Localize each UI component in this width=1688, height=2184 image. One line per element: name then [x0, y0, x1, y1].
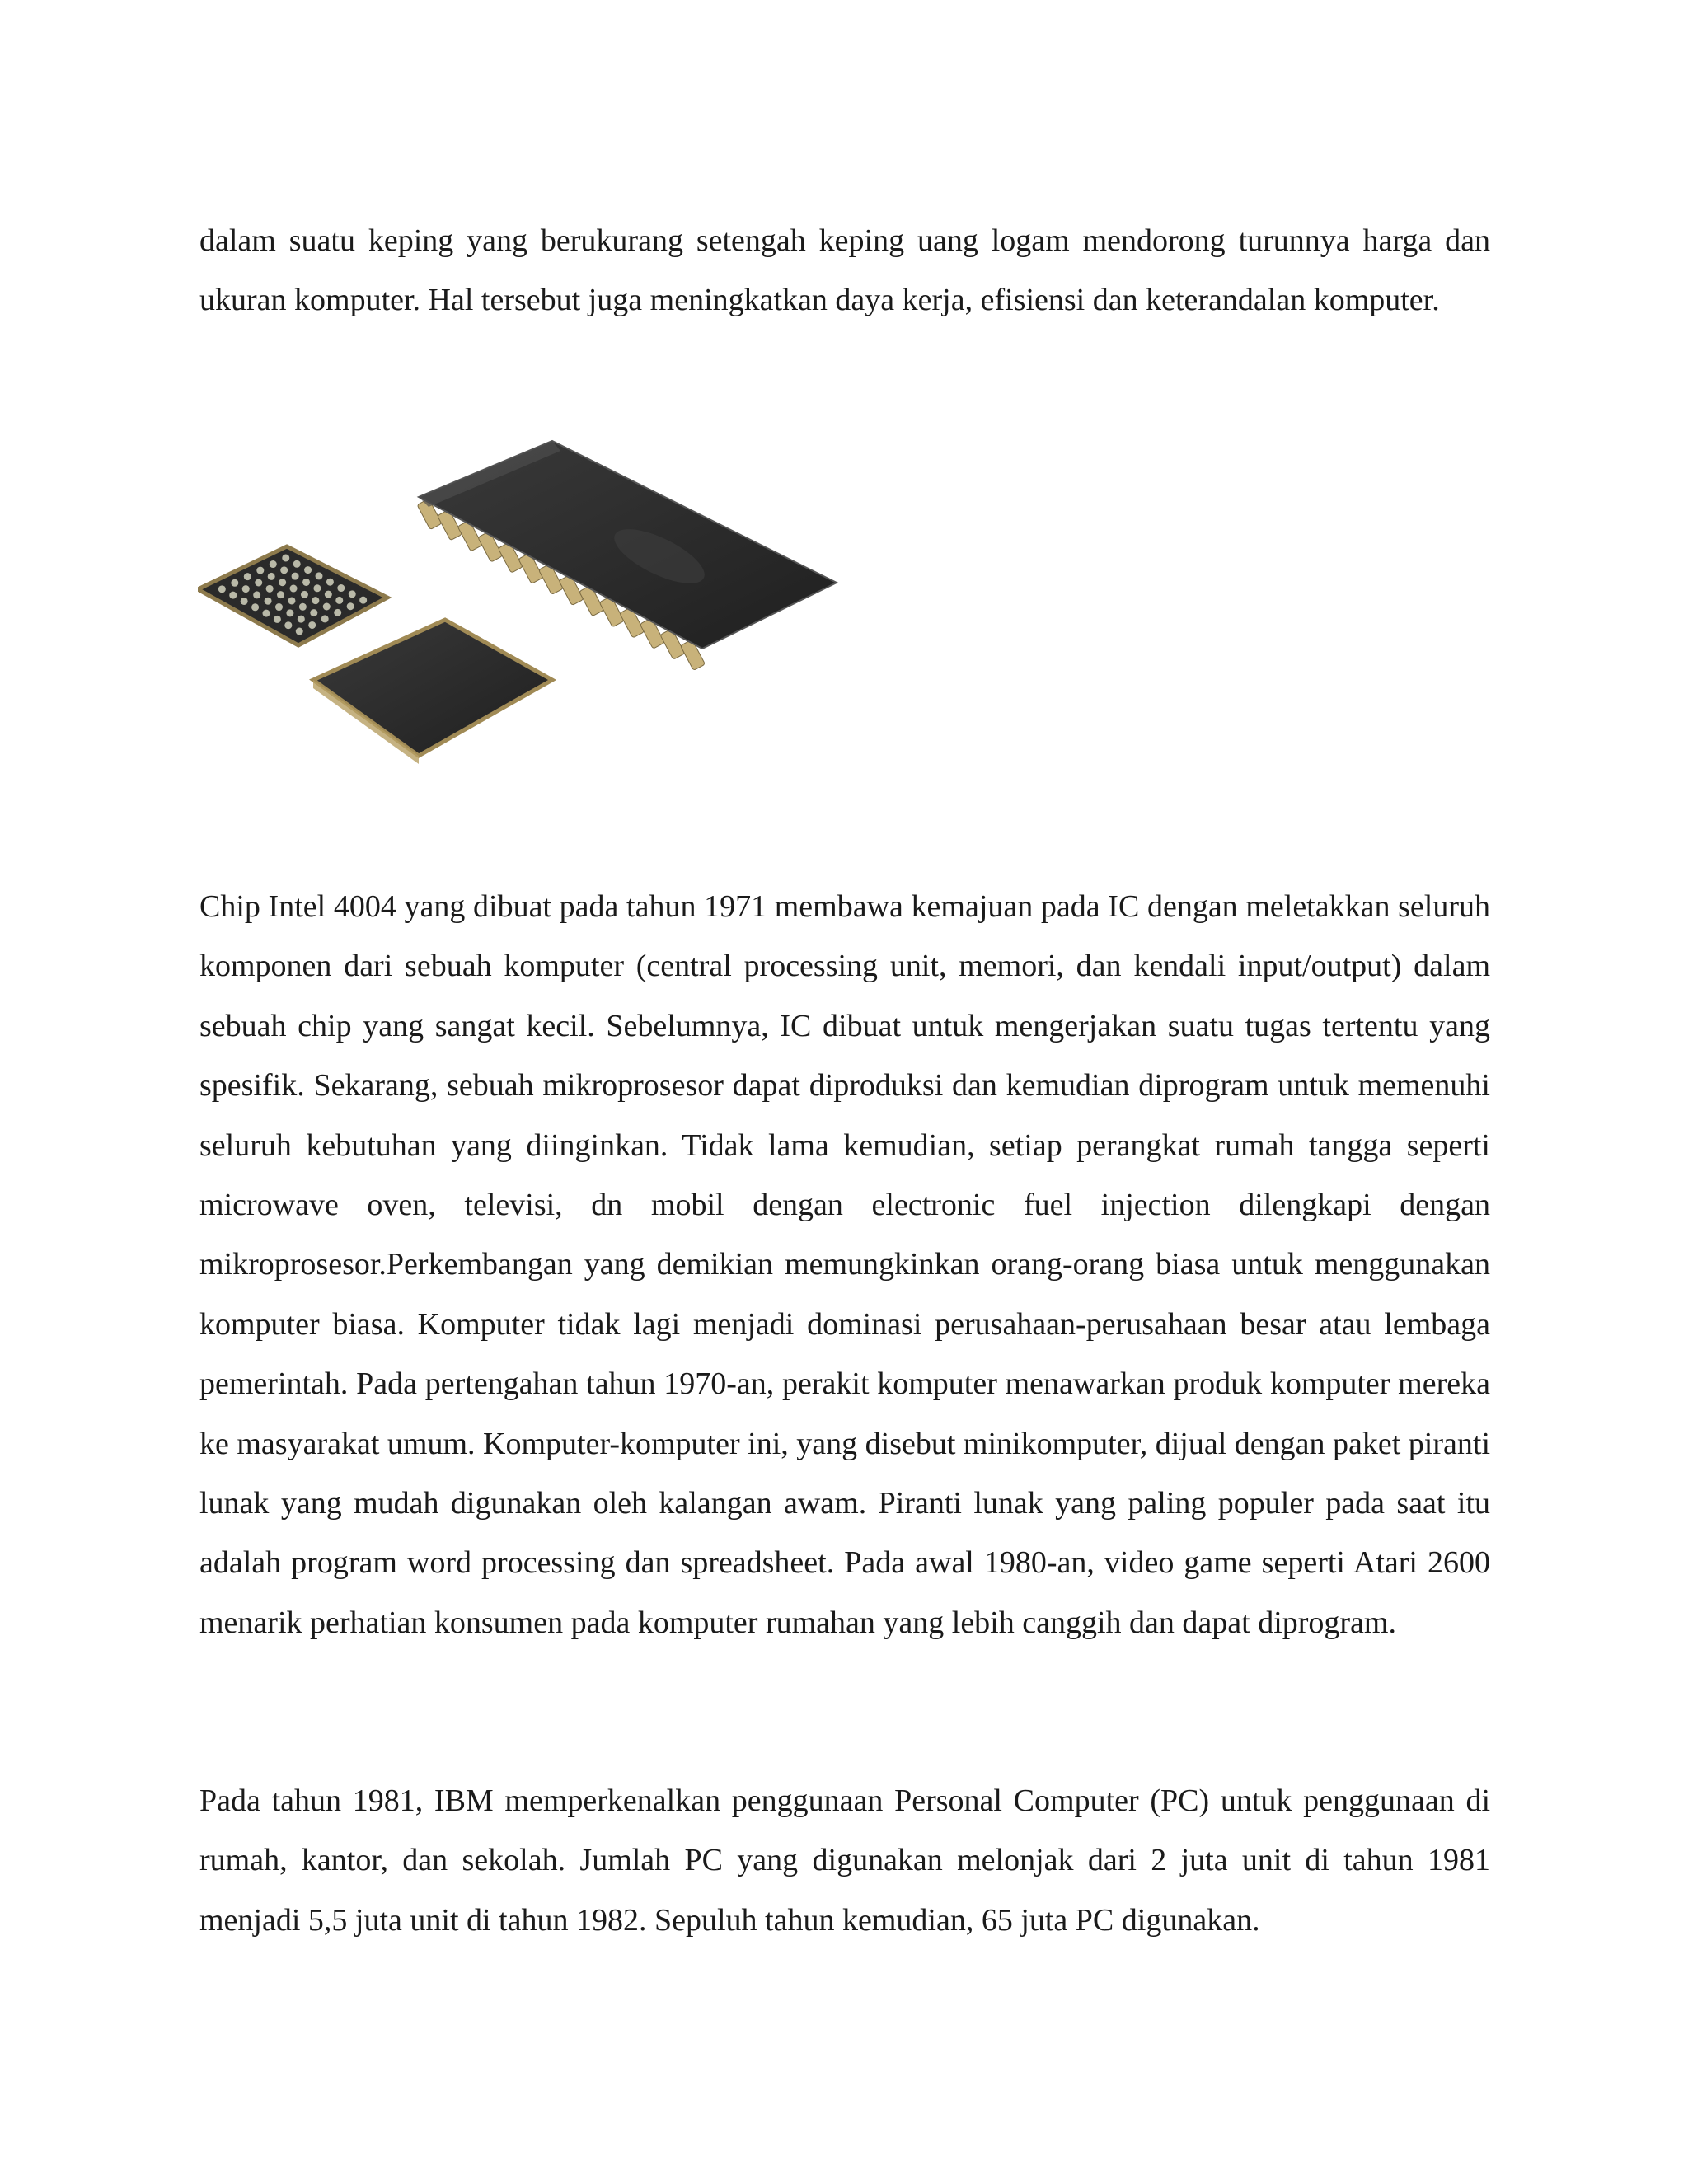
bga-ball — [253, 591, 260, 598]
bga-ball — [266, 585, 274, 593]
bga-ball — [301, 591, 308, 598]
bga-ball — [231, 579, 238, 587]
bga-ball — [256, 567, 264, 574]
bga-ball — [323, 603, 331, 611]
bga-ball — [334, 609, 341, 616]
bga-ball — [359, 597, 367, 604]
ic-chips-photo — [198, 433, 849, 795]
bga-ball — [308, 621, 316, 629]
qfn-chip — [313, 620, 552, 764]
bga-ball — [279, 579, 286, 586]
bga-ball — [316, 572, 323, 579]
bga-ball — [284, 621, 292, 629]
bga-ball — [293, 560, 301, 568]
paragraph-1: dalam suatu keping yang berukurang setengah keping uang logam mendorong turunnya harga dan ukuran komputer. Hal tersebut juga meningkatkan daya kerja, efisiensi dan keterandalan komputer. — [199, 223, 1490, 318]
bga-ball — [242, 585, 250, 593]
bga-ball — [274, 616, 281, 623]
bga-ball — [262, 610, 270, 617]
bga-ball — [312, 597, 319, 604]
bga-ball — [310, 609, 317, 616]
bga-ball — [326, 579, 334, 586]
bga-ball — [290, 585, 298, 593]
bga-ball — [347, 602, 354, 610]
bga-ball — [244, 573, 251, 580]
paragraph-2: Chip Intel 4004 yang dibuat pada tahun 1971 membawa kemajuan pada IC dengan meletakkan seluruh komponen dari sebuah komputer (central processing unit, memori, dan kendali input/output) dalam sebuah chip yang sangat kecil. Sebelumnya, IC dibuat untuk mengerjakan suatu tugas tertentu yang spesifik. Sekarang, sebuah mikroprosesor dapat diproduksi dan kemudian diprogram untuk memenuhi seluruh kebutuhan yang diinginkan. Tidak lama kemudian, setiap perangkat rumah tangga seperti microwave oven, televisi, dn mobil dengan electronic fuel injection dilengkapi dengan mikroprosesor.Perkembangan yang demikian memungkinkan orang-orang biasa untuk menggunakan komputer biasa. Komputer tidak lagi menjadi dominasi perusahaan-perusahaan besar atau lembaga pemerintah. Pada pertengahan tahun 1970-an, perakit komputer menawarkan produk komputer mereka ke masyarakat umum. Komputer-komputer ini, yang disebut minikomputer, dijual dengan paket piranti lunak yang mudah digunakan oleh kalangan awam. Piranti lunak yang paling populer pada saat itu adalah program word processing dan spreadsheet. Pada awal 1980-an, video game seperti Atari 2600 menarik perhatian konsumen pada komputer rumahan yang lebih canggih dan dapat diprogram. — [199, 889, 1490, 1640]
bga-ball — [270, 560, 277, 568]
bga-ball — [304, 566, 312, 574]
bga-ball — [286, 609, 293, 616]
bga-ball — [296, 628, 303, 635]
bga-ball — [275, 603, 283, 611]
bga-ball — [325, 591, 332, 598]
bga-chip — [198, 546, 387, 645]
bga-ball — [335, 597, 343, 604]
soic-chip — [417, 441, 837, 670]
bga-ball — [298, 616, 305, 623]
bga-ball — [321, 615, 329, 622]
bga-ball — [277, 591, 284, 598]
bga-ball — [302, 579, 310, 586]
bga-ball — [313, 584, 321, 592]
bga-ball — [349, 590, 356, 598]
bga-ball — [229, 592, 237, 599]
bga-ball — [337, 584, 345, 592]
bga-ball — [255, 579, 262, 586]
bga-ball — [265, 598, 272, 605]
bga-ball — [299, 603, 307, 611]
bga-ball — [251, 603, 259, 611]
qfn-chip-body — [313, 620, 552, 756]
bga-ball — [292, 573, 299, 580]
bga-chip-body — [198, 546, 387, 645]
bga-ball — [218, 585, 226, 593]
bga-ball — [282, 554, 289, 561]
ic-chips-illustration — [198, 433, 849, 795]
bga-ball — [280, 566, 288, 574]
bga-ball — [268, 573, 275, 580]
bga-ball — [241, 598, 248, 605]
paragraph-3: Pada tahun 1981, IBM memperkenalkan penggunaan Personal Computer (PC) untuk penggunaan di rumah, kantor, dan sekolah. Jumlah PC yang digunakan melonjak dari 2 juta unit di tahun 1981 menjadi 5,5 juta unit di tahun 1982. Sepuluh tahun kemudian, 65 juta PC digunakan. — [199, 1783, 1490, 1938]
bga-ball — [288, 597, 295, 604]
